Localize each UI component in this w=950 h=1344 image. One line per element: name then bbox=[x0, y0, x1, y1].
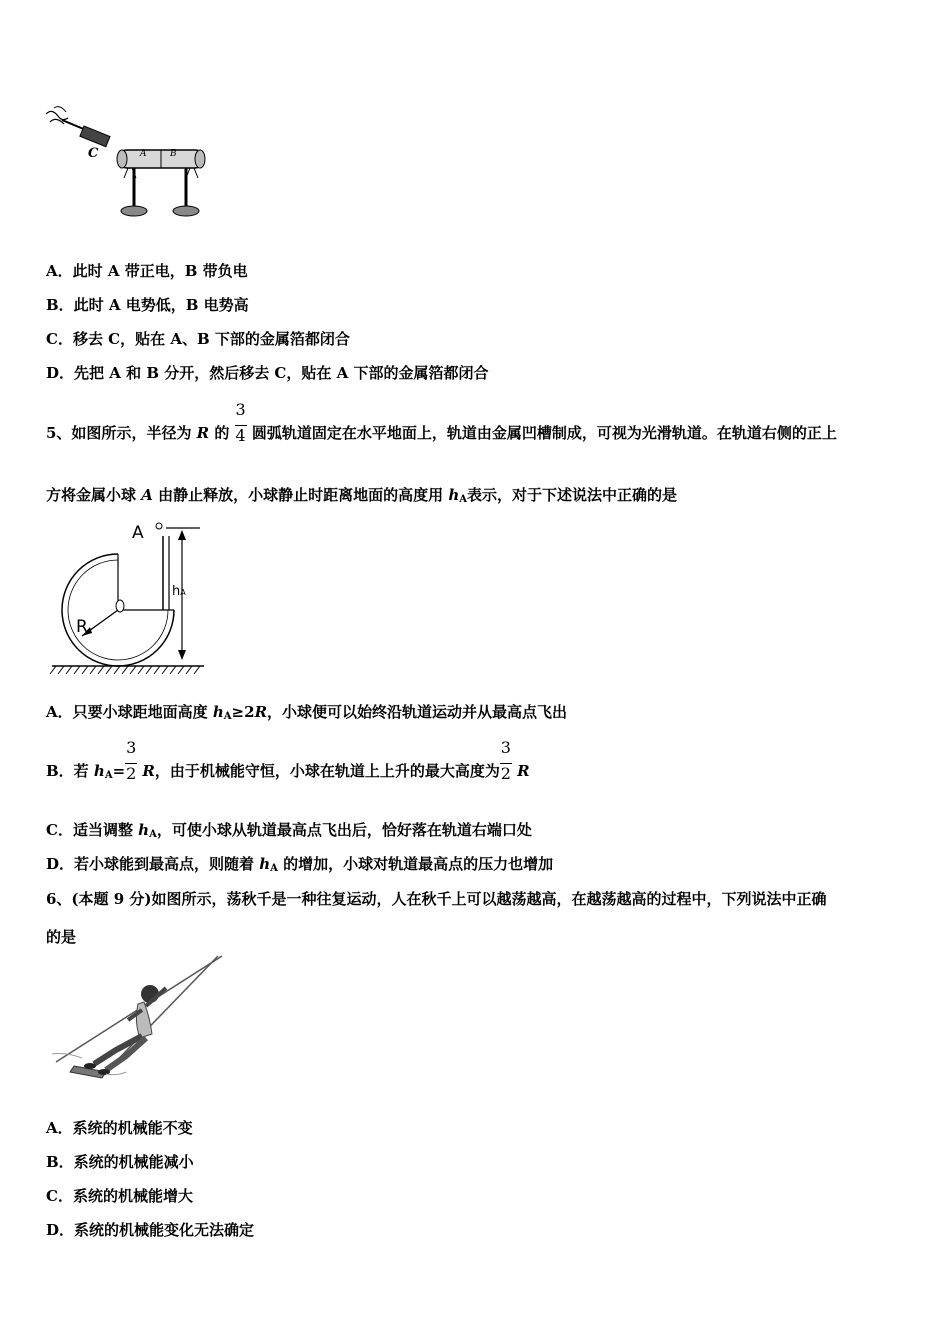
q5d-sub: A bbox=[270, 863, 278, 874]
q5a-mid: ≥2 bbox=[231, 703, 255, 721]
frac2-den: 2 bbox=[500, 764, 511, 783]
fraction-three-halves-2 bbox=[500, 738, 512, 783]
fraction-three-quarters bbox=[235, 400, 247, 445]
swing-figure bbox=[46, 954, 226, 1084]
q5b-r1: R bbox=[142, 762, 155, 780]
conductor-figure bbox=[44, 104, 214, 224]
fig-label-h-main: h bbox=[172, 584, 181, 599]
q4-option-c: C．移去 C，贴在 A、B 下部的金属箔都闭合 bbox=[46, 330, 350, 348]
q5b-r2: R bbox=[517, 762, 530, 780]
label-c: C bbox=[88, 146, 99, 161]
label-a: A bbox=[140, 149, 147, 159]
track-figure bbox=[48, 520, 208, 680]
q5-stem-of: 的 bbox=[209, 424, 235, 442]
q6-stem-line2: 的是 bbox=[46, 928, 77, 946]
q5-stem-rest: 圆弧轨道固定在水平地面上，轨道由金属凹槽制成，可视为光滑轨道。在轨道右侧的正上 bbox=[246, 424, 837, 442]
fig-label-a: A bbox=[132, 523, 144, 543]
q5-stem-line1 bbox=[46, 400, 837, 445]
frac1-num: 3 bbox=[126, 738, 137, 757]
q5-option-d bbox=[46, 854, 553, 879]
q5-line2-mid: 由静止释放，小球静止时距离地面的高度用 bbox=[152, 486, 449, 504]
q5a-prefix: A．只要小球距地面高度 bbox=[46, 703, 213, 721]
q5-line2-h: h bbox=[448, 486, 460, 504]
q5c-rest: ，可使小球从轨道最高点飞出后，恰好落在轨道右端口处 bbox=[156, 821, 532, 839]
q5-line2-a: A bbox=[141, 486, 153, 504]
q5b-mid: ，由于机械能守恒，小球在轨道上上升的最大高度为 bbox=[154, 762, 500, 780]
q5-stem-line2 bbox=[46, 485, 677, 510]
q4-option-a: A．此时 A 带正电，B 带负电 bbox=[46, 262, 248, 280]
q5b-prefix: B．若 bbox=[46, 762, 94, 780]
q5d-rest: 的增加，小球对轨道最高点的压力也增加 bbox=[277, 855, 554, 873]
fraction-three-halves-1 bbox=[125, 738, 137, 783]
q5b-h: h bbox=[93, 762, 105, 780]
q5-option-b bbox=[46, 738, 530, 786]
q5a-r: R bbox=[254, 703, 268, 721]
frac-den: 4 bbox=[235, 426, 246, 445]
q5b-eq: = bbox=[112, 762, 126, 780]
q5a-sub: A bbox=[223, 711, 232, 722]
q5-option-a bbox=[46, 702, 567, 727]
frac2-num: 3 bbox=[500, 738, 511, 757]
q5d-h: h bbox=[259, 855, 271, 873]
q5c-sub: A bbox=[149, 829, 157, 840]
q6-option-a: A．系统的机械能不变 bbox=[46, 1119, 193, 1137]
fig-label-h-sub: A bbox=[180, 588, 186, 597]
q5a-h: h bbox=[212, 703, 224, 721]
q6-option-c: C．系统的机械能增大 bbox=[46, 1187, 193, 1205]
q5c-h: h bbox=[138, 821, 150, 839]
q5b-sub: A bbox=[104, 770, 113, 781]
frac1-den: 2 bbox=[126, 764, 137, 783]
q6-stem-line1: 6、(本题 9 分)如图所示，荡秋千是一种往复运动，人在秋千上可以越荡越高，在越荡越高的过程中，下列说法中正确 bbox=[46, 890, 827, 908]
q5c-prefix: C．适当调整 bbox=[46, 821, 139, 839]
q5a-rest: ，小球便可以始终沿轨道运动并从最高点飞出 bbox=[267, 703, 568, 721]
q5d-prefix: D．若小球能到最高点，则随着 bbox=[46, 855, 260, 873]
q5-stem-prefix: 5、如图所示，半径为 bbox=[46, 424, 197, 442]
q5-line2-sub: A bbox=[459, 494, 467, 505]
fig-label-h bbox=[172, 584, 186, 599]
q5-line2-rest: 表示，对于下述说法中正确的是 bbox=[467, 486, 678, 504]
q5-stem-r: R bbox=[196, 424, 210, 442]
q4-option-b: B．此时 A 电势低，B 电势高 bbox=[46, 296, 249, 314]
q6-option-d: D．系统的机械能变化无法确定 bbox=[46, 1221, 255, 1239]
q5-line2-prefix: 方将金属小球 bbox=[46, 486, 142, 504]
frac-num: 3 bbox=[235, 400, 246, 419]
q6-option-b: B．系统的机械能减小 bbox=[46, 1153, 194, 1171]
fig-label-r: R bbox=[76, 617, 88, 637]
label-b: B bbox=[170, 149, 177, 159]
q4-option-d: D．先把 A 和 B 分开，然后移去 C，贴在 A 下部的金属箔都闭合 bbox=[46, 364, 489, 382]
q5-option-c bbox=[46, 820, 532, 845]
